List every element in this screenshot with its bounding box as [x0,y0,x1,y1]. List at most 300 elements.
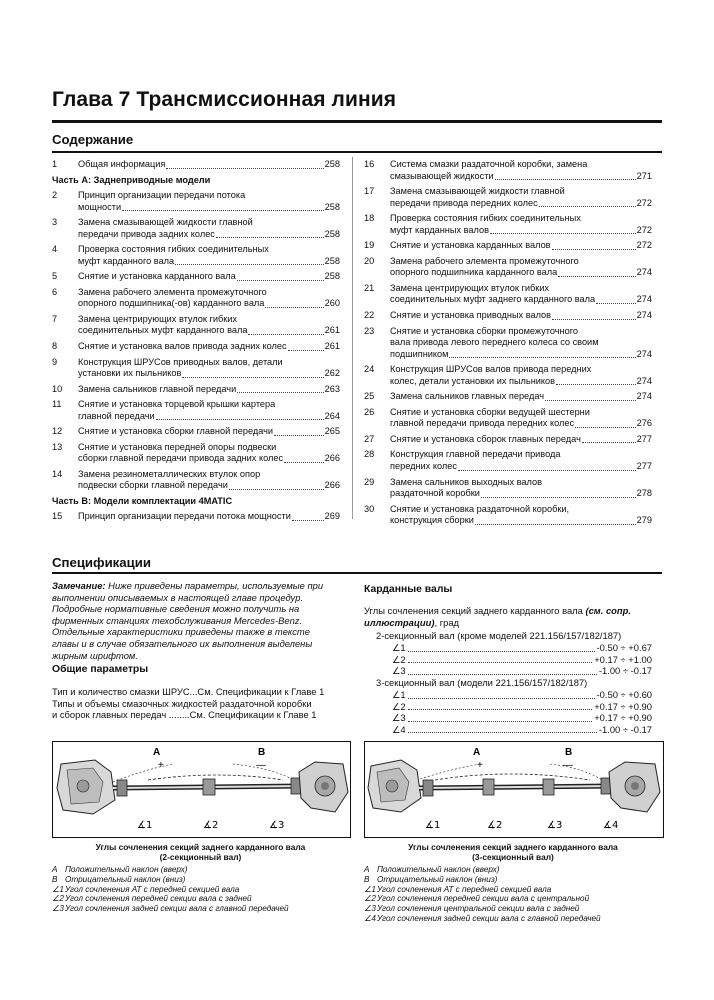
angle-a-arc [148,775,283,780]
legend-text: Угол сочленения центральной секции вала с задней [377,904,580,914]
toc-entry-number: 14 [52,468,63,479]
differential-body [299,762,348,812]
two-section-values [392,642,652,677]
label-b: B [258,747,266,758]
angle-label-3: ∡3 [269,820,285,831]
toc-entry-title: Замена сальников главной передачи [78,383,237,394]
dot-leader [408,651,595,652]
toc-entry-last-line [78,341,340,353]
toc-entry-line: Замена сальников выходных валов [390,476,542,487]
legend-key: ∠3 [52,904,64,914]
toc-entry-title: соединительных муфт карданного вала [78,325,248,336]
toc-entry-title: колес, детали установки их пыльников [390,375,556,386]
legend-item [52,865,352,875]
toc-entry [364,256,652,279]
toc-entry-title: соединительных муфт заднего карданного вала [390,294,596,305]
toc-dot-leader [552,249,636,250]
toc-dot-leader [237,392,323,393]
toc-entry-text [390,407,652,430]
toc-entry-number: 18 [364,213,375,224]
specs-rule [52,572,662,574]
caption-line: (3-секционный вал) [472,852,554,862]
toc-entry-line: Система смазки раздаточной коробки, замена [390,159,588,169]
toc-page-number: 263 [324,383,340,394]
angles-intro [364,605,664,628]
toc-entry [364,407,652,430]
toc-entry-last-line [390,294,652,306]
toc-entry-line: Конструкция ШРУСов приводных валов, детали [78,356,283,367]
toc-entry-title: передних колес [390,460,457,471]
toc-entry-text [390,283,652,306]
toc-entry-title: Общая информация [78,159,166,169]
toc-entry [52,341,340,353]
toc-page-number: 261 [324,341,340,351]
angle-value: +0.17 ÷ +0.90 [594,700,652,712]
angle-label-3: ∡3 [547,820,563,831]
legend-key: ∠2 [364,894,376,904]
toc-entry-title: подвески сборки главной передачи [78,480,228,491]
legend-item [52,885,352,895]
rear-center-bearing [543,779,554,795]
legend-text: Угол сочленения задней секции вала с главной передачей [377,913,601,923]
figure-2-section-drawing [53,742,350,837]
toc-entry [52,159,340,171]
toc-dot-leader [449,357,635,358]
toc-entry-title: Принцип организации передачи потока мощности [78,511,291,522]
toc-page-number: 272 [636,240,652,251]
toc-entry-number: 15 [52,511,63,522]
toc-entry-number: 19 [364,240,375,251]
toc-page-number: 277 [636,433,652,444]
legend-key: ∠1 [52,884,64,894]
toc-page-number: 277 [636,460,652,471]
angle-label: ∠2 [392,700,406,712]
angle-row [392,724,652,736]
toc-entry [364,213,652,236]
angle-label: ∠2 [392,653,406,665]
angle-label-1: ∡1 [425,820,441,831]
toc-entry-line: Снятие и установка сборки ведущей шестерни [390,406,590,417]
angle-value: +0.17 ÷ +1.00 [594,653,652,665]
center-bearing [203,779,215,795]
legend-key: ∠4 [364,913,376,923]
legend-item [364,914,664,924]
toc-page-number: 271 [636,170,652,181]
differential-body [609,762,660,812]
toc-entry-text [78,190,340,213]
toc-left-column [52,159,340,522]
toc-entry-line: Замена резинометаллических втулок опор [78,468,261,479]
toc-entry-number: 6 [52,286,58,297]
toc-dot-leader [288,350,324,351]
transmission-body [368,760,421,812]
toc-entry-number: 12 [52,426,63,437]
toc-entry-title: опорного подшипника карданного вала [390,267,558,278]
toc-dot-leader [552,319,636,320]
toc-entry-title: мощности [78,201,122,212]
toc-entry-text [78,511,340,523]
toc-page-number: 274 [636,391,652,402]
toc-page-number: 266 [324,453,340,464]
toc-entry-title: главной передачи привода передних колес [390,418,575,429]
toc-entry-title: муфт карданных валов [390,224,489,235]
legend-text: Угол сочленения задней секции вала с главной передачей [65,904,289,914]
toc-entry-last-line [78,384,340,396]
angle-row [392,701,652,713]
angles-ref: (см. сопр. иллюстрации) [364,605,631,628]
toc-entry-text [390,159,652,182]
label-a: A [153,747,161,758]
toc-entry-number: 13 [52,441,63,452]
toc-entry [52,287,340,310]
toc-entry-last-line [390,267,652,279]
toc-entry-number: 7 [52,313,58,324]
toc-entry-last-line [78,229,340,241]
toc-dot-leader [556,384,636,385]
toc-dot-leader [558,276,635,277]
angle-value: -1.00 ÷ -0.17 [598,665,652,677]
toc-entry-number: 10 [52,383,63,394]
toc-page-number: 274 [636,294,652,305]
toc-entry-text [390,326,652,361]
angle-label: ∠1 [392,689,406,700]
toc-entry-last-line [78,453,340,465]
legend-text: Угол сочленения передней секции вала с задней [65,894,252,904]
toc-page-number: 258 [324,228,340,239]
toc-right-column [364,159,652,526]
toc-dot-leader [122,210,324,211]
toc-dot-leader [539,206,636,207]
toc-entry [52,384,340,396]
toc-entry-title: Снятие и установка приводных валов [390,310,552,320]
general-line: и сборок главных передач ........См. Спецификации к Главе 1 [52,709,317,721]
toc-entry-line: Снятие и установка передней опоры подвески [78,441,277,452]
toc-entry-number: 4 [52,244,58,255]
toc-entry-last-line [390,198,652,210]
toc-column-divider [352,157,353,519]
label-minus: — [563,760,573,771]
toc-entry-title: Снятие и установка валов привода задних колес [78,341,287,351]
toc-page-number: 276 [636,418,652,429]
label-a: A [473,747,481,758]
toc-entry-line: Замена смазывающей жидкости главной [78,217,253,228]
toc-entry-text [390,477,652,500]
toc-entry-number: 26 [364,406,375,417]
label-plus: + [477,760,483,771]
toc-entry-line: Замена центрирующих втулок гибких [390,282,549,293]
angle-row [392,654,652,666]
figure-3-section-legend [364,865,664,924]
toc-entry-number: 22 [364,310,375,320]
toc-entry-last-line [390,515,652,527]
legend-item [52,875,352,885]
legend-item [364,885,664,895]
toc-entry-line: Замена смазывающей жидкости главной [390,186,565,197]
toc-entry [364,310,652,322]
label-minus: — [256,760,266,771]
legend-text: Положительный наклон (вверх) [377,865,500,874]
angle-label: ∠1 [392,642,406,653]
toc-entry [364,283,652,306]
angle-label: ∠4 [392,723,406,735]
toc-entry-number: 16 [364,159,375,169]
toc-page-number: 272 [636,197,652,208]
toc-entry-text [78,442,340,465]
toc-entry-last-line [78,511,340,523]
toc-entry-last-line [78,256,340,268]
toc-entry [364,240,652,252]
toc-entry-last-line [78,411,340,423]
legend-text: Угол сочленения передней секции вала с центральной [377,894,590,904]
toc-dot-leader [182,377,323,378]
toc-entry-text [78,357,340,380]
toc-page-number: 265 [324,426,340,437]
toc-entry-last-line [390,240,652,252]
toc-entry-last-line [78,426,340,438]
toc-entry-line: вала привода левого переднего колеса со своим [390,337,599,348]
toc-entry-last-line [390,418,652,430]
legend-key: ∠2 [52,894,64,904]
angle-row [392,712,652,724]
figure-3-section-caption [364,842,662,862]
angle-label-4: ∡4 [603,820,619,831]
legend-item [364,865,664,875]
specs-heading: Спецификации [52,555,151,570]
toc-entry-last-line [390,461,652,473]
toc-entry-number: 23 [364,325,375,336]
toc-entry-text [390,213,652,236]
toc-page-number: 274 [636,310,652,320]
toc-entry-text [390,364,652,387]
dot-leader [408,709,593,710]
legend-item [52,904,352,914]
toc-entry-last-line [78,325,340,337]
dot-leader [408,674,597,675]
toc-entry-text [390,256,652,279]
toc-entry-title: Снятие и установка карданного вала [78,271,236,282]
toc-entry-text [390,449,652,472]
toc-entry-number: 30 [364,503,375,514]
toc-entry-last-line [390,391,652,403]
chapter-title: Глава 7 Трансмиссионная линия [52,88,397,111]
legend-key: B [52,874,58,884]
toc-dot-leader [458,470,636,471]
toc-entry-number: 8 [52,341,58,351]
angle-label-2: ∡2 [203,820,219,831]
toc-entry-number: 11 [52,399,62,410]
toc-entry-number: 20 [364,255,375,266]
note-label: Замечание: [52,580,106,591]
toc-entry-number: 27 [364,433,375,444]
label-b: B [565,747,573,758]
specs-note [52,580,338,661]
toc-dot-leader [490,233,636,234]
toc-entry-number: 5 [52,271,58,282]
toc-entry-line: Конструкция ШРУСов валов привода передних [390,364,592,375]
toc-page-number: 258 [324,255,340,266]
toc-entry-text [78,217,340,240]
caption-line: (2-секционный вал) [159,852,242,862]
toc-entry-title: опорного подшипника(-ов) карданного вала [78,298,265,309]
angle-label: ∠3 [392,712,406,724]
toc-entry-text [390,434,652,446]
angle-label-2: ∡2 [487,820,503,831]
front-flex-coupling [117,780,127,796]
figure-2-section-legend [52,865,352,914]
toc-entry-number: 25 [364,391,375,402]
toc-entry-last-line [390,434,652,446]
toc-dot-leader [237,280,324,281]
angle-value: -0.50 ÷ +0.60 [596,689,652,700]
toc-entry [52,426,340,438]
toc-dot-leader [274,435,324,436]
toc-entry [364,364,652,387]
toc-entry-line: Снятие и установка торцевой крышки картера [78,399,276,410]
toc-page-number: 258 [324,271,340,282]
figure-2-section-caption [52,842,349,862]
toc-entry-title: установки их пыльников [78,368,182,379]
toc-entry-number: 28 [364,449,375,460]
toc-entry-text [390,504,652,527]
toc-entry-line: Принцип организации передачи потока [78,190,246,200]
figure-2-section-frame [52,741,351,838]
toc-dot-leader [582,442,636,443]
toc-dot-leader [575,427,636,428]
general-params-list [52,686,342,721]
note-text: Ниже приведены параметры, используемые при выполнении описываемых в настоящей главе процедур. Подробные нормативные сведения можно получить на фирменных станциях техобслуживания Mercedes-Benz. Отдельные характеристики приведены также в тексте главы и в случае обязательного их выполнения выделены жирным шрифтом. [52,580,324,661]
toc-dot-leader [545,400,636,401]
toc-entry-last-line [390,488,652,500]
toc-entry-line: Замена рабочего элемента промежуточного [390,255,579,266]
angle-row [392,689,652,701]
toc-entry-last-line [390,171,652,183]
toc-entry-line: Снятие и установка сборки промежуточного [390,325,578,336]
toc-entry-line: Проверка состояния гибких соединительных [78,244,269,255]
toc-entry-line: Проверка состояния гибких соединительных [390,213,581,224]
toc-page-number: 278 [636,488,652,499]
toc-entry-number: 3 [52,217,58,228]
toc-entry [364,449,652,472]
contents-rule [52,151,662,153]
toc-page-number: 258 [324,201,340,212]
toc-entry-number: 29 [364,476,375,487]
three-section-label: 3-секционный вал (модели 221.156/157/182/187) [376,677,588,688]
legend-item [52,894,352,904]
toc-entry [364,159,652,182]
toc-page-number: 272 [636,224,652,235]
angle-value: +0.17 ÷ +0.90 [594,712,652,724]
toc-entry-text [390,240,652,252]
toc-dot-leader [229,489,324,490]
toc-page-number: 269 [324,511,340,522]
toc-page-number: 264 [324,410,340,421]
legend-text: Положительный наклон (вверх) [65,865,188,874]
toc-entry-number: 9 [52,356,58,367]
toc-entry-last-line [390,349,652,361]
toc-page-number: 258 [324,159,340,169]
toc-page-number: 260 [324,298,340,309]
toc-entry [52,511,340,523]
legend-key: A [52,865,58,874]
toc-dot-leader [596,303,636,304]
toc-entry-title: передачи привода задних колес [78,228,215,239]
toc-dot-leader [284,462,324,463]
toc-entry-line: Снятие и установка раздаточной коробки, [390,503,570,514]
toc-entry-number: 2 [52,190,58,200]
toc-entry-text [78,287,340,310]
toc-entry-last-line [390,376,652,388]
toc-entry-title: Снятие и установка карданных валов [390,240,551,251]
toc-entry-text [390,391,652,403]
legend-key: B [364,874,370,884]
toc-entry-title: передачи привода передних колес [390,197,538,208]
toc-page-number: 274 [636,267,652,278]
angle-a-arc [435,774,590,780]
toc-dot-leader [475,524,636,525]
toc-entry-last-line [78,298,340,310]
toc-entry-text [78,399,340,422]
toc-entry-text [78,341,340,353]
legend-text: Отрицательный наклон (вниз) [65,874,186,884]
toc-part-heading: Часть А: Заднеприводные модели [52,174,211,185]
toc-entry [52,442,340,465]
angle-row [392,642,652,654]
toc-entry-number: 21 [364,282,375,293]
toc-entry-title: Снятие и установка сборки главной передачи [78,426,274,437]
toc-entry [52,271,340,283]
caption-line: Углы сочленения секций заднего карданного вала [408,842,618,852]
angle-label: ∠3 [392,665,406,677]
toc-entry [52,314,340,337]
toc-entry [364,434,652,446]
front-center-bearing [483,779,494,795]
dot-leader [408,732,597,733]
angle-value: -0.50 ÷ +0.67 [596,642,652,653]
toc-entry-text [78,384,340,396]
legend-text: Угол сочленения АТ с передней секцией вала [377,884,552,894]
legend-key: ∠3 [364,904,376,914]
toc-entry-last-line [78,480,340,492]
toc-entry-number: 17 [364,186,375,197]
toc-page-number: 279 [636,515,652,526]
front-flex-coupling [423,780,433,796]
toc-entry-text [390,310,652,322]
toc-entry [52,399,340,422]
toc-entry-title: смазывающей жидкости [390,170,494,181]
angle-value: -1.00 ÷ -0.17 [598,723,652,735]
contents-heading: Содержание [52,132,134,147]
toc-entry-title: подшипником [390,348,449,359]
label-plus: + [158,760,164,771]
toc-entry [364,504,652,527]
dot-leader [408,698,595,699]
toc-entry [52,190,340,213]
toc-entry-text [78,426,340,438]
toc-entry [52,469,340,492]
two-section-label: 2-секционный вал (кроме моделей 221.156/157/182/187) [376,630,622,641]
angle-row [392,665,652,677]
angles-unit: , град [434,616,460,628]
toc-entry [52,357,340,380]
transmission-body [57,760,115,814]
legend-text: Отрицательный наклон (вниз) [377,874,498,884]
angles-intro-text: Углы сочленения секций заднего карданного вала [364,605,583,616]
toc-entry-text [78,244,340,267]
angle-b-guide [550,764,605,782]
legend-item [364,875,664,885]
toc-entry-number: 1 [52,159,58,169]
toc-dot-leader [175,264,324,265]
